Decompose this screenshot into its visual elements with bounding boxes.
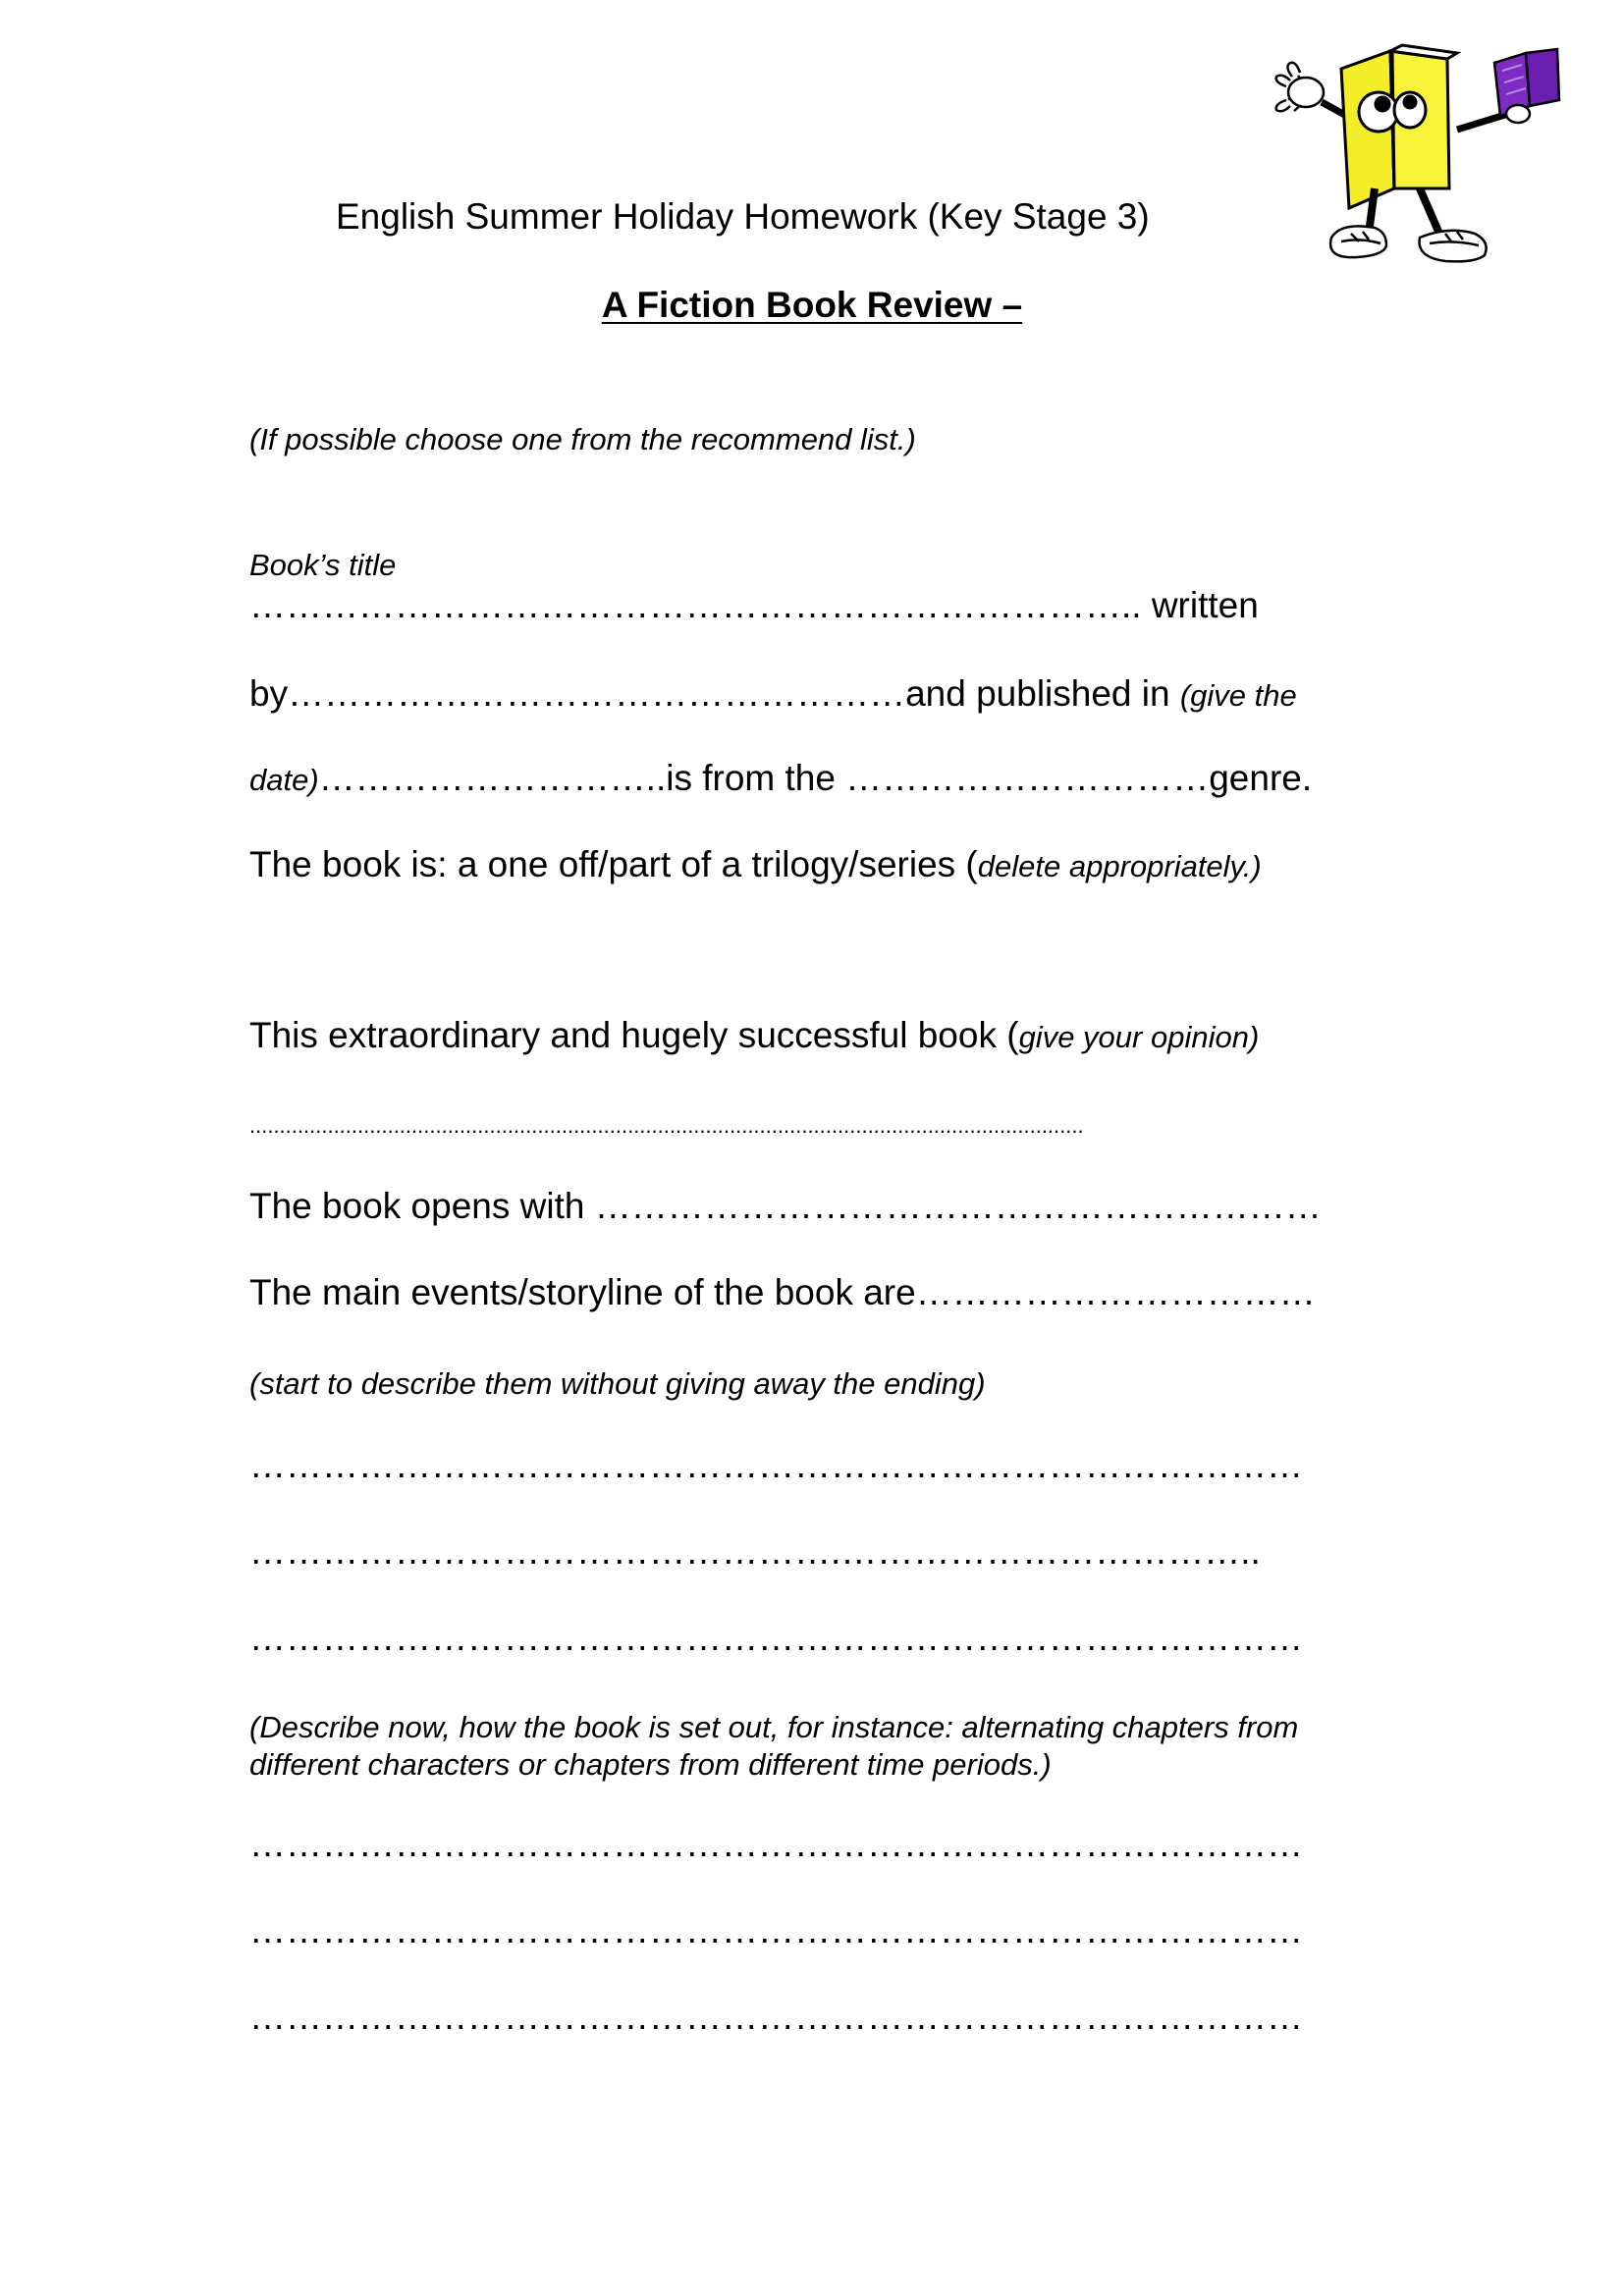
main-events-field[interactable]: …………………………… bbox=[915, 1272, 1316, 1312]
main-events-text: The main events/storyline of the book are bbox=[249, 1272, 916, 1312]
events-answer-line[interactable]: ………………………………………….…………………………….. bbox=[249, 1531, 1261, 1572]
setout-answer-line[interactable]: …………………………………………………………………………… bbox=[249, 1997, 1303, 2037]
review-title-text: A Fiction Book Review – bbox=[601, 285, 1023, 325]
opens-with-field[interactable]: …………………………………………………… bbox=[594, 1186, 1322, 1226]
give-the-hint: (give the bbox=[1179, 678, 1297, 713]
main-events-line bbox=[249, 1274, 1316, 1310]
opens-with-text: The book opens with bbox=[249, 1186, 595, 1226]
opinion-line bbox=[249, 1017, 1259, 1053]
opinion-field[interactable]: ........................................................................................................................................... bbox=[249, 1113, 1084, 1138]
opinion-text: This extraordinary and hugely successful book ( bbox=[249, 1015, 1019, 1055]
setout-answer-line[interactable]: …………………………………………………………………………… bbox=[249, 1824, 1303, 1864]
author-line bbox=[249, 675, 1297, 712]
book-type-line bbox=[249, 846, 1262, 882]
events-answer-line[interactable]: …………………………………………………………………………… bbox=[249, 1445, 1303, 1485]
book-title-label: Book’s title bbox=[249, 548, 397, 582]
opens-with-line bbox=[249, 1188, 1322, 1224]
describe-setout-instruction-1: (Describe now, how the book is set out, for instance: alternating chapters from bbox=[249, 1710, 1299, 1744]
setout-answer-line[interactable]: …………………………………………………………………………… bbox=[249, 1910, 1303, 1950]
date-genre-line bbox=[249, 760, 1312, 796]
give-opinion-hint: give your opinion) bbox=[1018, 1020, 1260, 1054]
review-title bbox=[0, 287, 1624, 323]
delete-hint: delete appropriately.) bbox=[977, 849, 1262, 883]
course-title: English Summer Holiday Homework (Key Stage 3) bbox=[336, 196, 1150, 237]
book-title-line[interactable]: ……………………………………………………………….. written bbox=[249, 585, 1259, 625]
date-field[interactable]: ……………………….. bbox=[318, 758, 667, 798]
published-text: and published in bbox=[905, 673, 1180, 714]
date-label: date) bbox=[249, 763, 319, 797]
describe-setout-instruction-2: different characters or chapters from different time periods.) bbox=[249, 1747, 1052, 1782]
book-type-text: The book is: a one off/part of a trilogy/series ( bbox=[249, 844, 978, 884]
events-answer-line[interactable]: …………………………………………………………………………… bbox=[249, 1618, 1303, 1658]
choose-instruction: (If possible choose one from the recommend list.) bbox=[249, 422, 916, 456]
is-from-text: is from the bbox=[666, 758, 846, 798]
author-prefix: by bbox=[249, 673, 289, 714]
start-describe-instruction: (start to describe them without giving away the ending) bbox=[249, 1366, 986, 1401]
book-mascot-image bbox=[1272, 41, 1602, 273]
author-field[interactable]: …………………………………………… bbox=[288, 673, 906, 714]
genre-text: genre. bbox=[1209, 758, 1313, 798]
genre-field[interactable]: ………………………… bbox=[845, 758, 1210, 798]
